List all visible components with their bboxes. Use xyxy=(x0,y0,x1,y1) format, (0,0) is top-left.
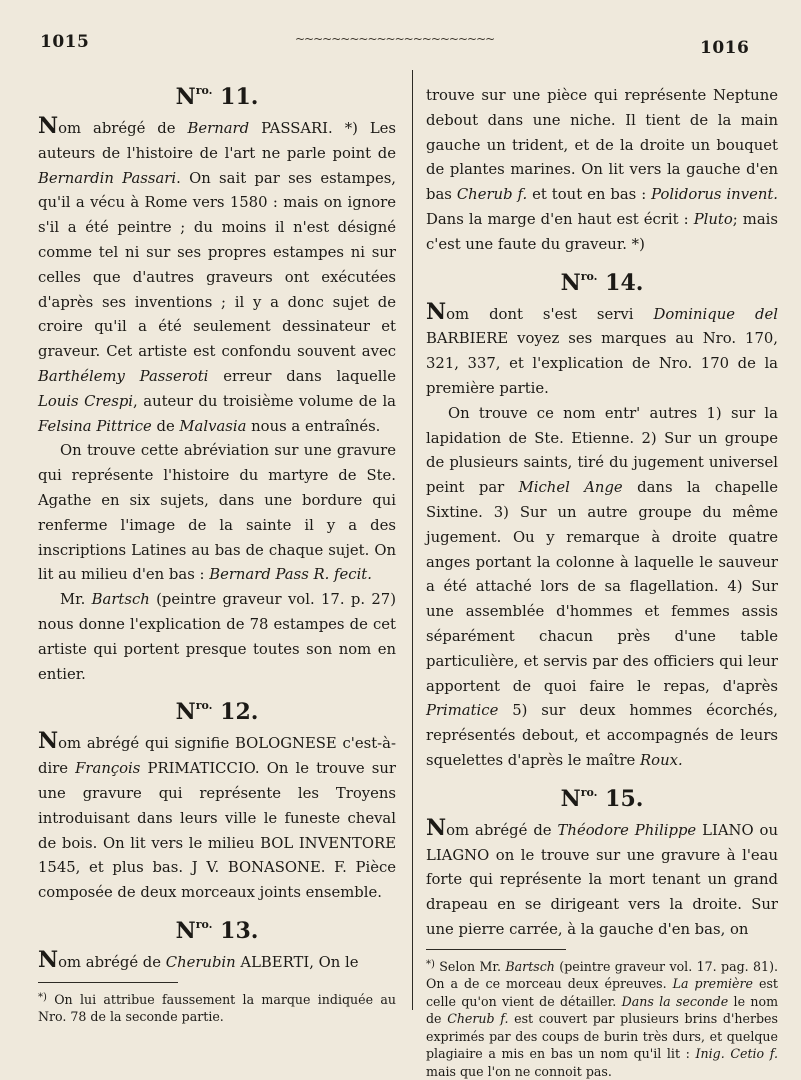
right-column xyxy=(426,84,778,1080)
page-number-left: 1015 xyxy=(40,32,90,52)
footnote-right: *) Selon Mr. Bartsch (peintre graveur vol. 17. pag. 81). On a de ce morceau deux épreuves. La première est celle qu'on vient de détailler. Dans la seconde le nom de Cherub f. est couvert par plusieurs brins d'herbes exprimés par des coups de burin très durs, et quelque plagiaire a mis en bas un nom qu'il lit : Inig. Cetio f. mais que l'on ne connoit pas. xyxy=(426,958,779,1079)
footnote-left: *) On lui attribue faussement la marque indiquée au Nro. 78 de la seconde partie. xyxy=(38,991,396,1025)
entry-14-text: Nom dont s'est servi Dominique del BARBIERE voyez ses marques au Nro. 170, 321, 337, et l'explication de Nro. 170 de la première partie. xyxy=(426,298,778,397)
entry-heading-11: $N^{ro.}$ 11. xyxy=(175,84,259,110)
header-ornament: ~~~~~~~~~~~~~~~~~~~~~~ xyxy=(295,32,495,46)
left-column xyxy=(38,72,396,1026)
entry-heading-15: $N^{ro.}$ 15. xyxy=(560,785,644,812)
entry-heading-14: $N^{ro.}$ 14. xyxy=(560,269,644,296)
entry-13-continuation: trouve sur une pièce qui représente Neptune debout dans une niche. Il tient de la main gauche un trident, et de la droite un bouquet de plantes marines. On lit vers la gauche d'en bas Cherub f. et tout en bas : Polidorus invent. Dans la marge d'en haut est écrit : Pluto; mais c'est une faute du graveur. *) xyxy=(426,87,779,253)
entry-heading-12: $N^{ro.}$ 12. xyxy=(175,699,259,726)
entry-11-paragraph-2: On trouve cette abréviation sur une gravure qui représente l'histoire du martyre de Ste. Agathe en six sujets, dans une bordure qui renferme l'image de la sainte il y a des inscriptions Latines au bas de chaque sujet. On lit au milieu d'en bas : Bernard Pass R. fecit. xyxy=(38,442,396,584)
entry-heading-13: $N^{ro.}$ 13. xyxy=(175,917,259,944)
page-number-right: 1016 xyxy=(700,38,750,58)
entry-15-text: Nom abrégé de Théodore Philippe LIANO ou LIAGNO on le trouve sur une gravure à l'eau forte qui représente la mort tenant un grand drapeau en se dirigeant vers la droite. Sur une pierre carrée, à la gauche d'en bas, on xyxy=(426,814,778,938)
footnote-rule-right xyxy=(426,949,566,950)
entry-13-text: Nom abrégé de Cherubin ALBERTI, On le xyxy=(38,946,359,973)
entry-11-paragraph-3: Mr. Bartsch (peintre graveur vol. 17. p. 27) nous donne l'explication de 78 estampes de cet artiste qui portent presque toutes son nom en entier. xyxy=(38,591,396,683)
entry-14-paragraph-2: On trouve ce nom entr' autres 1) sur la lapidation de Ste. Etienne. 2) Sur un groupe de plusieurs saints, tiré du jugement universel peint par Michel Ange dans la chapelle Sixtine. 3) Sur un autre groupe du même jugement. Ou y remarque à droite quatre anges portant la colonne à laquelle le sauveur a été attaché lors de sa flagellation. 4) Sur une assemblée d'hommes et femmes assis séparément chacun près d'une table particulière, et servis par des officiers qui leur apportent de quoi faire le repas, d'après Primatice 5) sur deux hommes écorchés, représentés debout, et accompagnés de leurs squelettes d'après le maître Roux. xyxy=(426,404,779,769)
entry-11-text: Nom abrégé de Bernard PASSARI. *) Les auteurs de l'histoire de l'art ne parle point de Bernardin Passari. On sait par ses estampes, qu'il a vécu à Rome vers 1580 : mais on ignore s'il a été peintre ; du moins il n'est désigné comme tel ni sur ses propres estampes ni sur celles que d'autres graveurs ont exécutées d'après ses inventions ; il y a donc sujet de croire qu'il a été seulement dessinateur et graveur. Cet artiste est confondu souvent avec Barthélemy Passeroti erreur dans laquelle Louis Crespi, auteur du troisième volume de la Felsina Pittrice de Malvasia nous a entraînés. xyxy=(38,113,397,435)
column-divider xyxy=(412,70,413,1010)
entry-12-text: Nom abrégé qui signifie BOLOGNESE c'est-à-dire François PRIMATICCIO. On le trouve sur une gravure qui représente les Troyens introduisant dans leurs ville le funeste cheval de bois. On lit vers le milieu BOL INVENTORE 1545, et plus bas. J V. BONASONE. F. Pièce composée de deux morceaux joints ensemble. xyxy=(38,728,396,902)
footnote-rule-left xyxy=(38,982,178,983)
